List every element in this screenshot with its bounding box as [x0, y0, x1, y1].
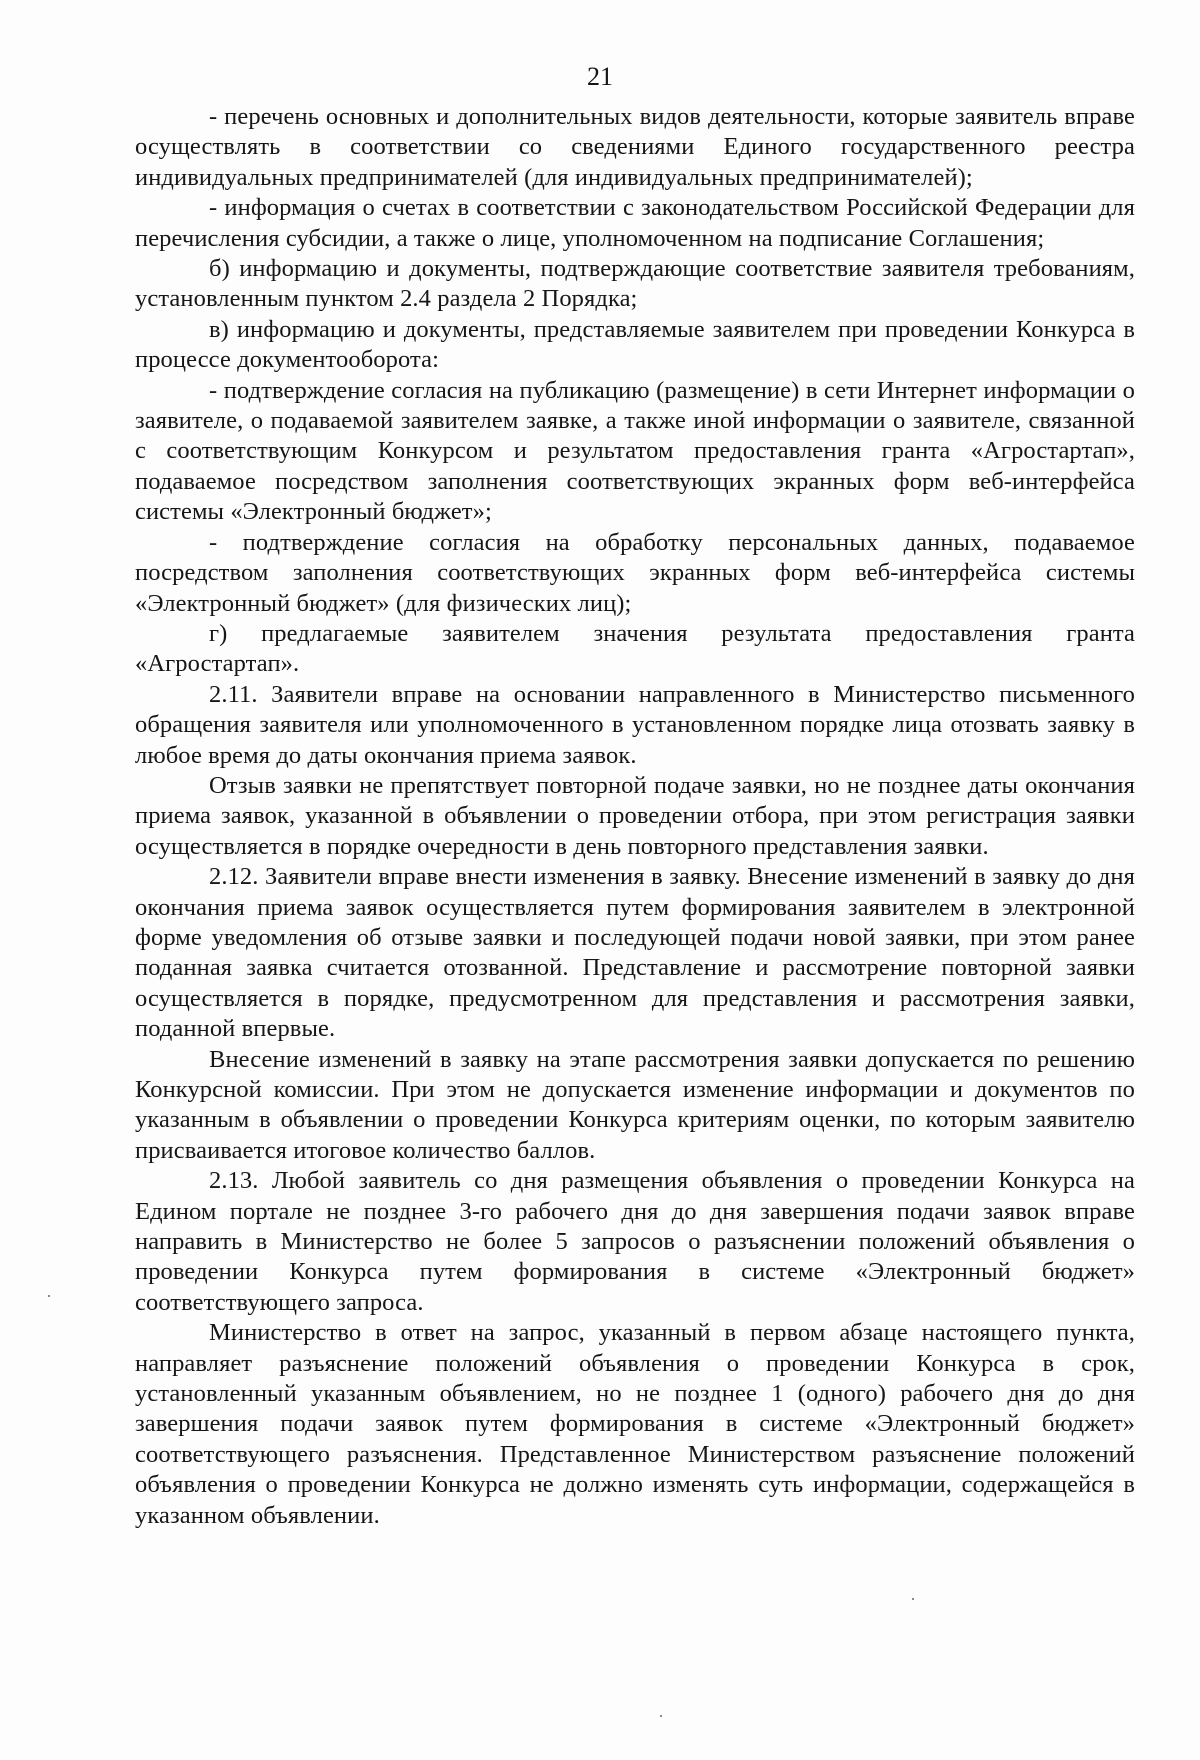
scan-speck	[660, 1715, 662, 1717]
paragraph-2-13: 2.13. Любой заявитель со дня размещения объявления о проведении Конкурса на Едином портале не позднее 3-го рабочего дня до дня завершения подачи заявок вправе направить в Министерство не более 5 запросов о разъяснении положений объявления о проведении Конкурса путем формирования в системе «Электронный бюджет» соответствующего запроса.	[135, 1167, 1135, 1316]
paragraph-withdrawal: Отзыв заявки не препятствует повторной подаче заявки, но не позднее даты окончания приема заявок, указанной в объявлении о проведении отбора, при этом регистрация заявки осуществляется в порядке очередности в день повторного представления заявки.	[135, 771, 1135, 860]
paragraph-2-11: 2.11. Заявители вправе на основании направленного в Министерство письменного обращения заявителя или уполномоченного в установленном порядке лица отозвать заявку в любое время до даты окончания приема заявок.	[135, 680, 1135, 769]
document-body	[135, 102, 1135, 1531]
paragraph-2-12: 2.12. Заявители вправе внести изменения в заявку. Внесение изменений в заявку до дня окончания приема заявок осуществляется путем формирования заявителем в электронной форме уведомления об отзыве заявки и последующей подачи новой заявки, при этом ранее поданная заявка считается отозванной. Представление и рассмотрение повторной заявки осуществляется в порядке, предусмотренном для представления и рассмотрения заявки, поданной впервые.	[135, 863, 1135, 1043]
scan-speck	[48, 1295, 50, 1297]
paragraph-b-requirements: б) информацию и документы, подтверждающие соответствие заявителя требованиям, установленным пунктом 2.4 раздела 2 Порядка;	[135, 255, 1135, 313]
paragraph-g-result-values: г) предлагаемые заявителем значения результата предоставления гранта «Агростартап».	[135, 619, 1135, 678]
paragraph-bank-accounts: - информация о счетах в соответствии с законодательством Российской Федерации для перечисления субсидии, а также о лице, уполномоченном на подписание Соглашения;	[135, 194, 1135, 252]
scan-speck	[912, 1598, 914, 1600]
paragraph-okved-list: - перечень основных и дополнительных видов деятельности, которые заявитель вправе осуществлять в соответствии со сведениями Единого государственного реестра индивидуальных предпринимателей (для индивидуальных предпринимателей);	[135, 103, 1135, 191]
paragraph-changes-review: Внесение изменений в заявку на этапе рассмотрения заявки допускается по решению Конкурсной комиссии. При этом не допускается изменение информации и документов по указанным в объявлении о проведении Конкурса критериям оценки, по которым заявителю присваивается итоговое количество баллов.	[135, 1045, 1135, 1164]
paragraph-v-documents: в) информацию и документы, представляемые заявителем при проведении Конкурса в процессе документооборота:	[135, 315, 1135, 374]
page-number: 21	[587, 62, 613, 91]
paragraph-personal-data-consent: - подтверждение согласия на обработку персональных данных, подаваемое посредством заполнения соответствующих экранных форм веб-интерфейса системы «Электронный бюджет» (для физических лиц);	[135, 528, 1135, 617]
paragraph-publication-consent: - подтверждение согласия на публикацию (размещение) в сети Интернет информации о заявителе, о подаваемой заявителем заявке, а также иной информации о заявителе, связанной с соответствующим Конкурсом и результатом предоставления гранта «Агростартап», подаваемое посредством заполнения соответствующих экранных форм веб-интерфейса системы «Электронный бюджет»;	[135, 376, 1135, 526]
paragraph-ministry-response: Министерство в ответ на запрос, указанный в первом абзаце настоящего пункта, направляет разъяснение положений объявления о проведении Конкурса в срок, установленный указанным объявлением, но не позднее 1 (одного) рабочего дня до дня завершения подачи заявок путем формирования в системе «Электронный бюджет» соответствующего разъяснения. Представленное Министерством разъяснение положений объявления о проведении Конкурса не должно изменять суть информации, содержащейся в указанном объявлении.	[135, 1319, 1135, 1529]
